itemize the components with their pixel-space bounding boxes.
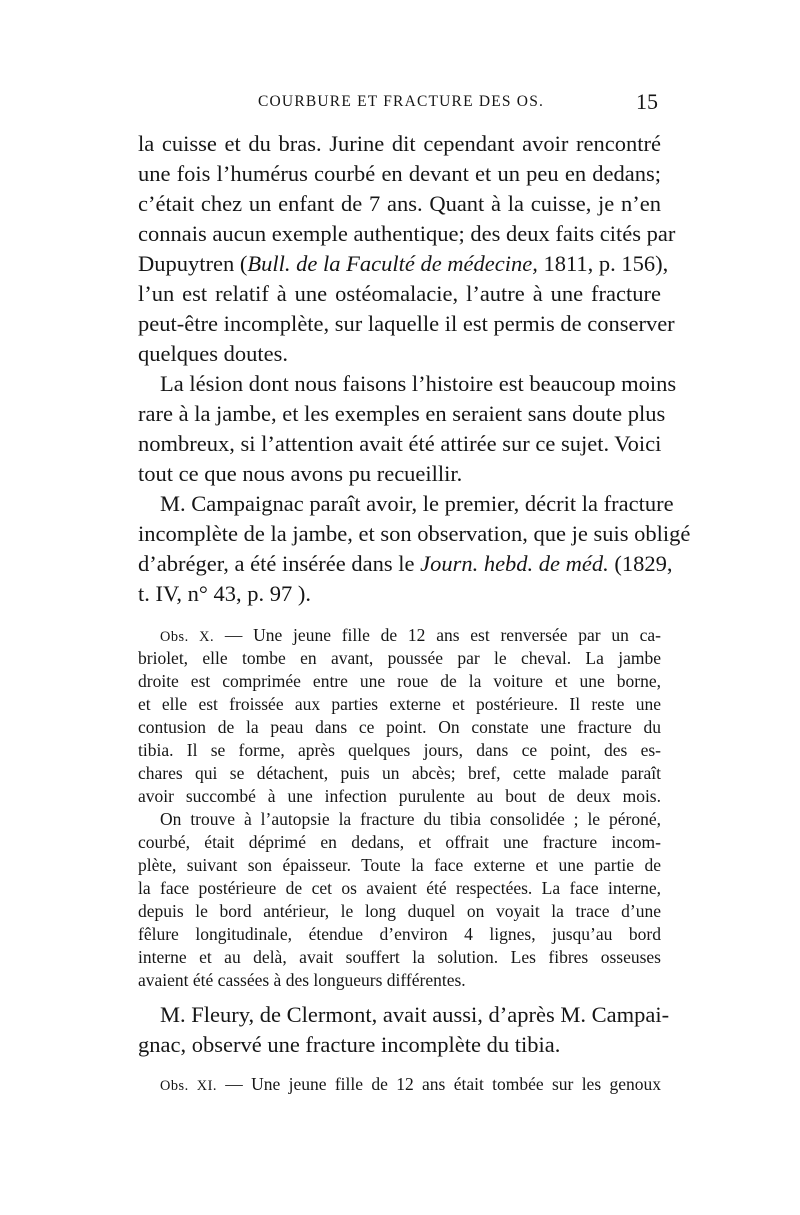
text-line: gnac, observé une fracture incomplète du tibia.: [138, 1032, 561, 1057]
text-line: incomplète de la jambe, et son observation, que je suis obligé: [138, 521, 691, 546]
text-line: M. Campaignac paraît avoir, le premier, décrit la fracture: [160, 491, 674, 516]
text-line: fêlure longitudinale, étendue d’environ 4 lignes, jusqu’au bord: [138, 924, 661, 944]
text-span: Dupuytren (: [138, 251, 248, 276]
text-line: contusion de la peau dans ce point. On constate une fracture du: [138, 717, 661, 737]
text-line: t. IV, n° 43, p. 97 ).: [138, 581, 311, 606]
text-line: c’était chez un enfant de 7 ans. Quant à la cuisse, je n’en: [138, 191, 661, 216]
text-line: La lésion dont nous faisons l’histoire est beaucoup moins: [160, 371, 677, 396]
text-line: plète, suivant son épaisseur. Toute la face externe et une partie de: [138, 855, 661, 875]
text-line: interne et au delà, avait souffert la solution. Les fibres osseuses: [138, 947, 661, 967]
text-line: chares qui se détachent, puis un abcès; bref, cette malade paraît: [138, 763, 661, 783]
text-line: droite est comprimée entre une roue de la voiture et une borne,: [138, 671, 661, 691]
text-line: nombreux, si l’attention avait été attirée sur ce sujet. Voici: [138, 431, 662, 456]
text-line: peut-être incomplète, sur laquelle il est permis de conserver: [138, 311, 675, 336]
text-line: l’un est relatif à une ostéomalacie, l’autre à une fracture: [138, 281, 661, 306]
text-line: tibia. Il se forme, après quelques jours, dans ce point, des es-: [138, 740, 661, 760]
text-line: depuis le bord antérieur, le long duquel on voyait la trace d’une: [138, 901, 661, 921]
text-line: tout ce que nous avons pu recueillir.: [138, 461, 463, 486]
text-line: connais aucun exemple authentique; des deux faits cités par: [138, 221, 676, 246]
text-span: d’abréger, a été insérée dans le: [138, 551, 421, 576]
text-line: quelques doutes.: [138, 341, 288, 366]
citation-title: Journ. hebd. de méd.: [420, 551, 609, 576]
text-line: rare à la jambe, et les exemples en seraient sans doute plus: [138, 401, 666, 426]
text-line: la cuisse et du bras. Jurine dit cependant avoir rencontré: [138, 131, 661, 156]
running-title: COURBURE ET FRACTURE DES OS.: [258, 93, 545, 110]
text-line: avoir succombé à une infection purulente au bout de deux mois.: [138, 786, 661, 806]
text-line-with-citation: [138, 551, 673, 576]
observation-label: Obs. X.: [160, 629, 215, 645]
observation-line: [160, 627, 661, 645]
observation-line: [160, 1076, 661, 1094]
page-number: 15: [636, 89, 658, 114]
text-line: On trouve à l’autopsie la fracture du tibia consolidée ; le péroné,: [160, 809, 661, 829]
text-line: une fois l’humérus courbé en devant et un peu en dedans;: [138, 161, 661, 186]
text-span: 1811, p. 156),: [537, 251, 669, 276]
running-header: [138, 91, 658, 121]
citation-title: Bull. de la Faculté de médecine,: [247, 251, 538, 276]
text-line: courbé, était déprimé en dedans, et offrait une fracture incom-: [138, 832, 661, 852]
text-line: la face postérieure de cet os avaient été respectées. La face interne,: [138, 878, 661, 898]
text-line-with-citation: [138, 251, 669, 276]
text-span: — Une jeune fille de 12 ans était tombée sur les genoux: [216, 1074, 661, 1094]
text-span: — Une jeune fille de 12 ans est renversée par un ca-: [214, 625, 662, 645]
text-line: et elle est froissée aux parties externe et postérieure. Il reste une: [138, 694, 661, 714]
text-line: M. Fleury, de Clermont, avait aussi, d’après M. Campai-: [160, 1002, 670, 1027]
text-line: briolet, elle tombe en avant, poussée par le cheval. La jambe: [138, 648, 661, 668]
text-line: avaient été cassées à des longueurs différentes.: [138, 970, 466, 990]
observation-label: Obs. XI.: [160, 1078, 217, 1094]
text-span: (1829,: [608, 551, 673, 576]
